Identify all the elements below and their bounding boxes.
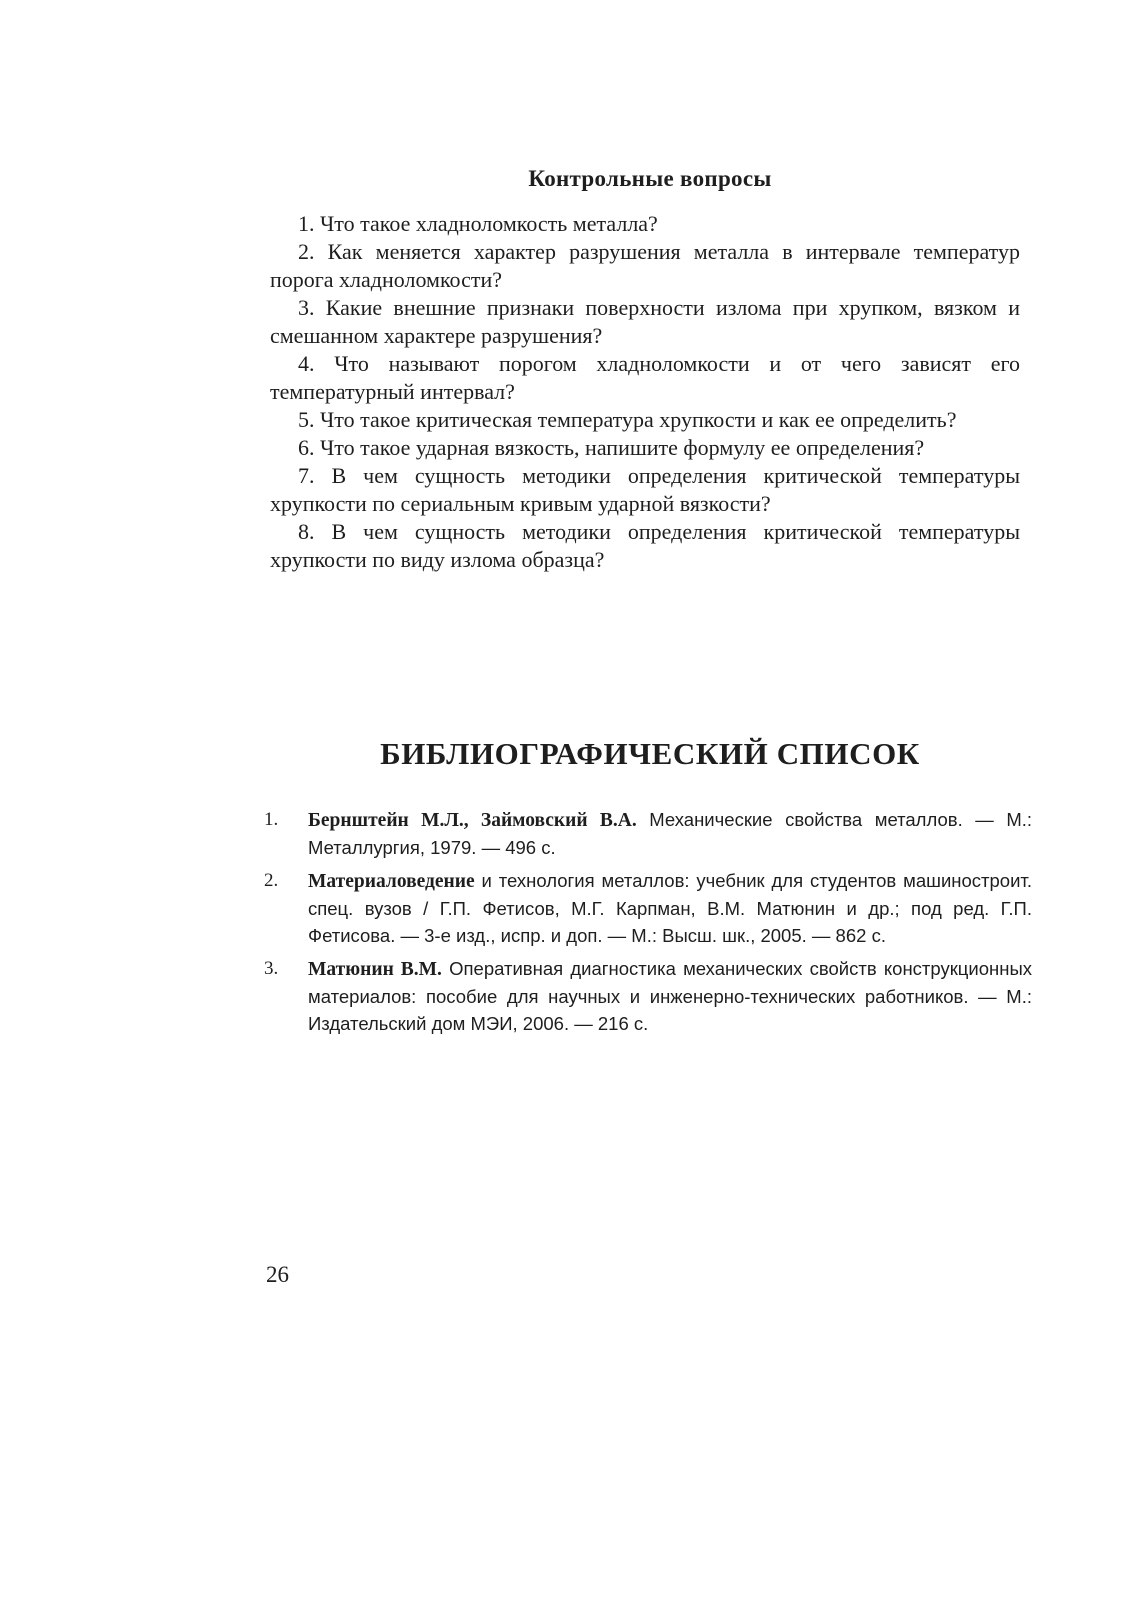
entry-author: Материаловедение — [308, 871, 475, 892]
entry-description: и технология металлов: учебник для студентов машиностроит. спец. вузов / Г.П. Фетисов, М.Г. Карпман, В.М. Матюнин и др.; под ред. Г.П. Фетисова. — 3-е изд., испр. и доп. — М.: Высш. шк., 2005. — 862 с. — [308, 870, 1032, 946]
question-item: 4. Что называют порогом хладноломкости и от чего зависят его температурный интервал? — [270, 351, 1020, 404]
question-item: 1. Что такое хладноломкость металла? — [298, 211, 658, 236]
entry-text — [308, 955, 1032, 1037]
entry-number: 3. — [264, 958, 279, 979]
entry-text — [308, 806, 1032, 861]
question-item: 2. Как меняется характер разрушения металла в интервале температур порога хладноломкости? — [270, 239, 1020, 292]
entry-description: Оперативная диагностика механических свойств конструкционных материалов: пособие для научных и инженерно-технических работников. — М.: Издательский дом МЭИ, 2006. — 216 с. — [308, 958, 1033, 1034]
questions-list — [270, 210, 1020, 574]
question-item: 5. Что такое критическая температура хрупкости и как ее определить? — [298, 407, 957, 432]
bibliography-list — [264, 806, 1032, 1043]
entry-number: 2. — [264, 870, 279, 891]
entry-description: Механические свойства металлов. — М.: Металлургия, 1979. — 496 с. — [308, 809, 1033, 858]
page-number: 26 — [266, 1262, 289, 1287]
bibliography-entry — [264, 806, 1032, 861]
question-item: 7. В чем сущность методики определения критической температуры хрупкости по сериальным кривым ударной вязкости? — [270, 463, 1020, 516]
questions-heading: Контрольные вопросы — [528, 166, 772, 191]
question-item: 6. Что такое ударная вязкость, напишите формулу ее определения? — [298, 435, 925, 460]
bibliography-entry — [264, 955, 1032, 1037]
question-item: 8. В чем сущность методики определения критической температуры хрупкости по виду излома образца? — [270, 519, 1020, 572]
bibliography-heading: БИБЛИОГРАФИЧЕСКИЙ СПИСОК — [380, 736, 920, 771]
entry-author: Бернштейн М.Л., Займовский В.А. — [308, 810, 637, 831]
entry-text — [308, 867, 1032, 949]
entry-number: 1. — [264, 809, 279, 830]
bibliography-entry — [264, 867, 1032, 949]
question-item: 3. Какие внешние признаки поверхности излома при хрупком, вязком и смешанном характере разрушения? — [270, 295, 1020, 348]
entry-author: Матюнин В.М. — [308, 959, 442, 980]
